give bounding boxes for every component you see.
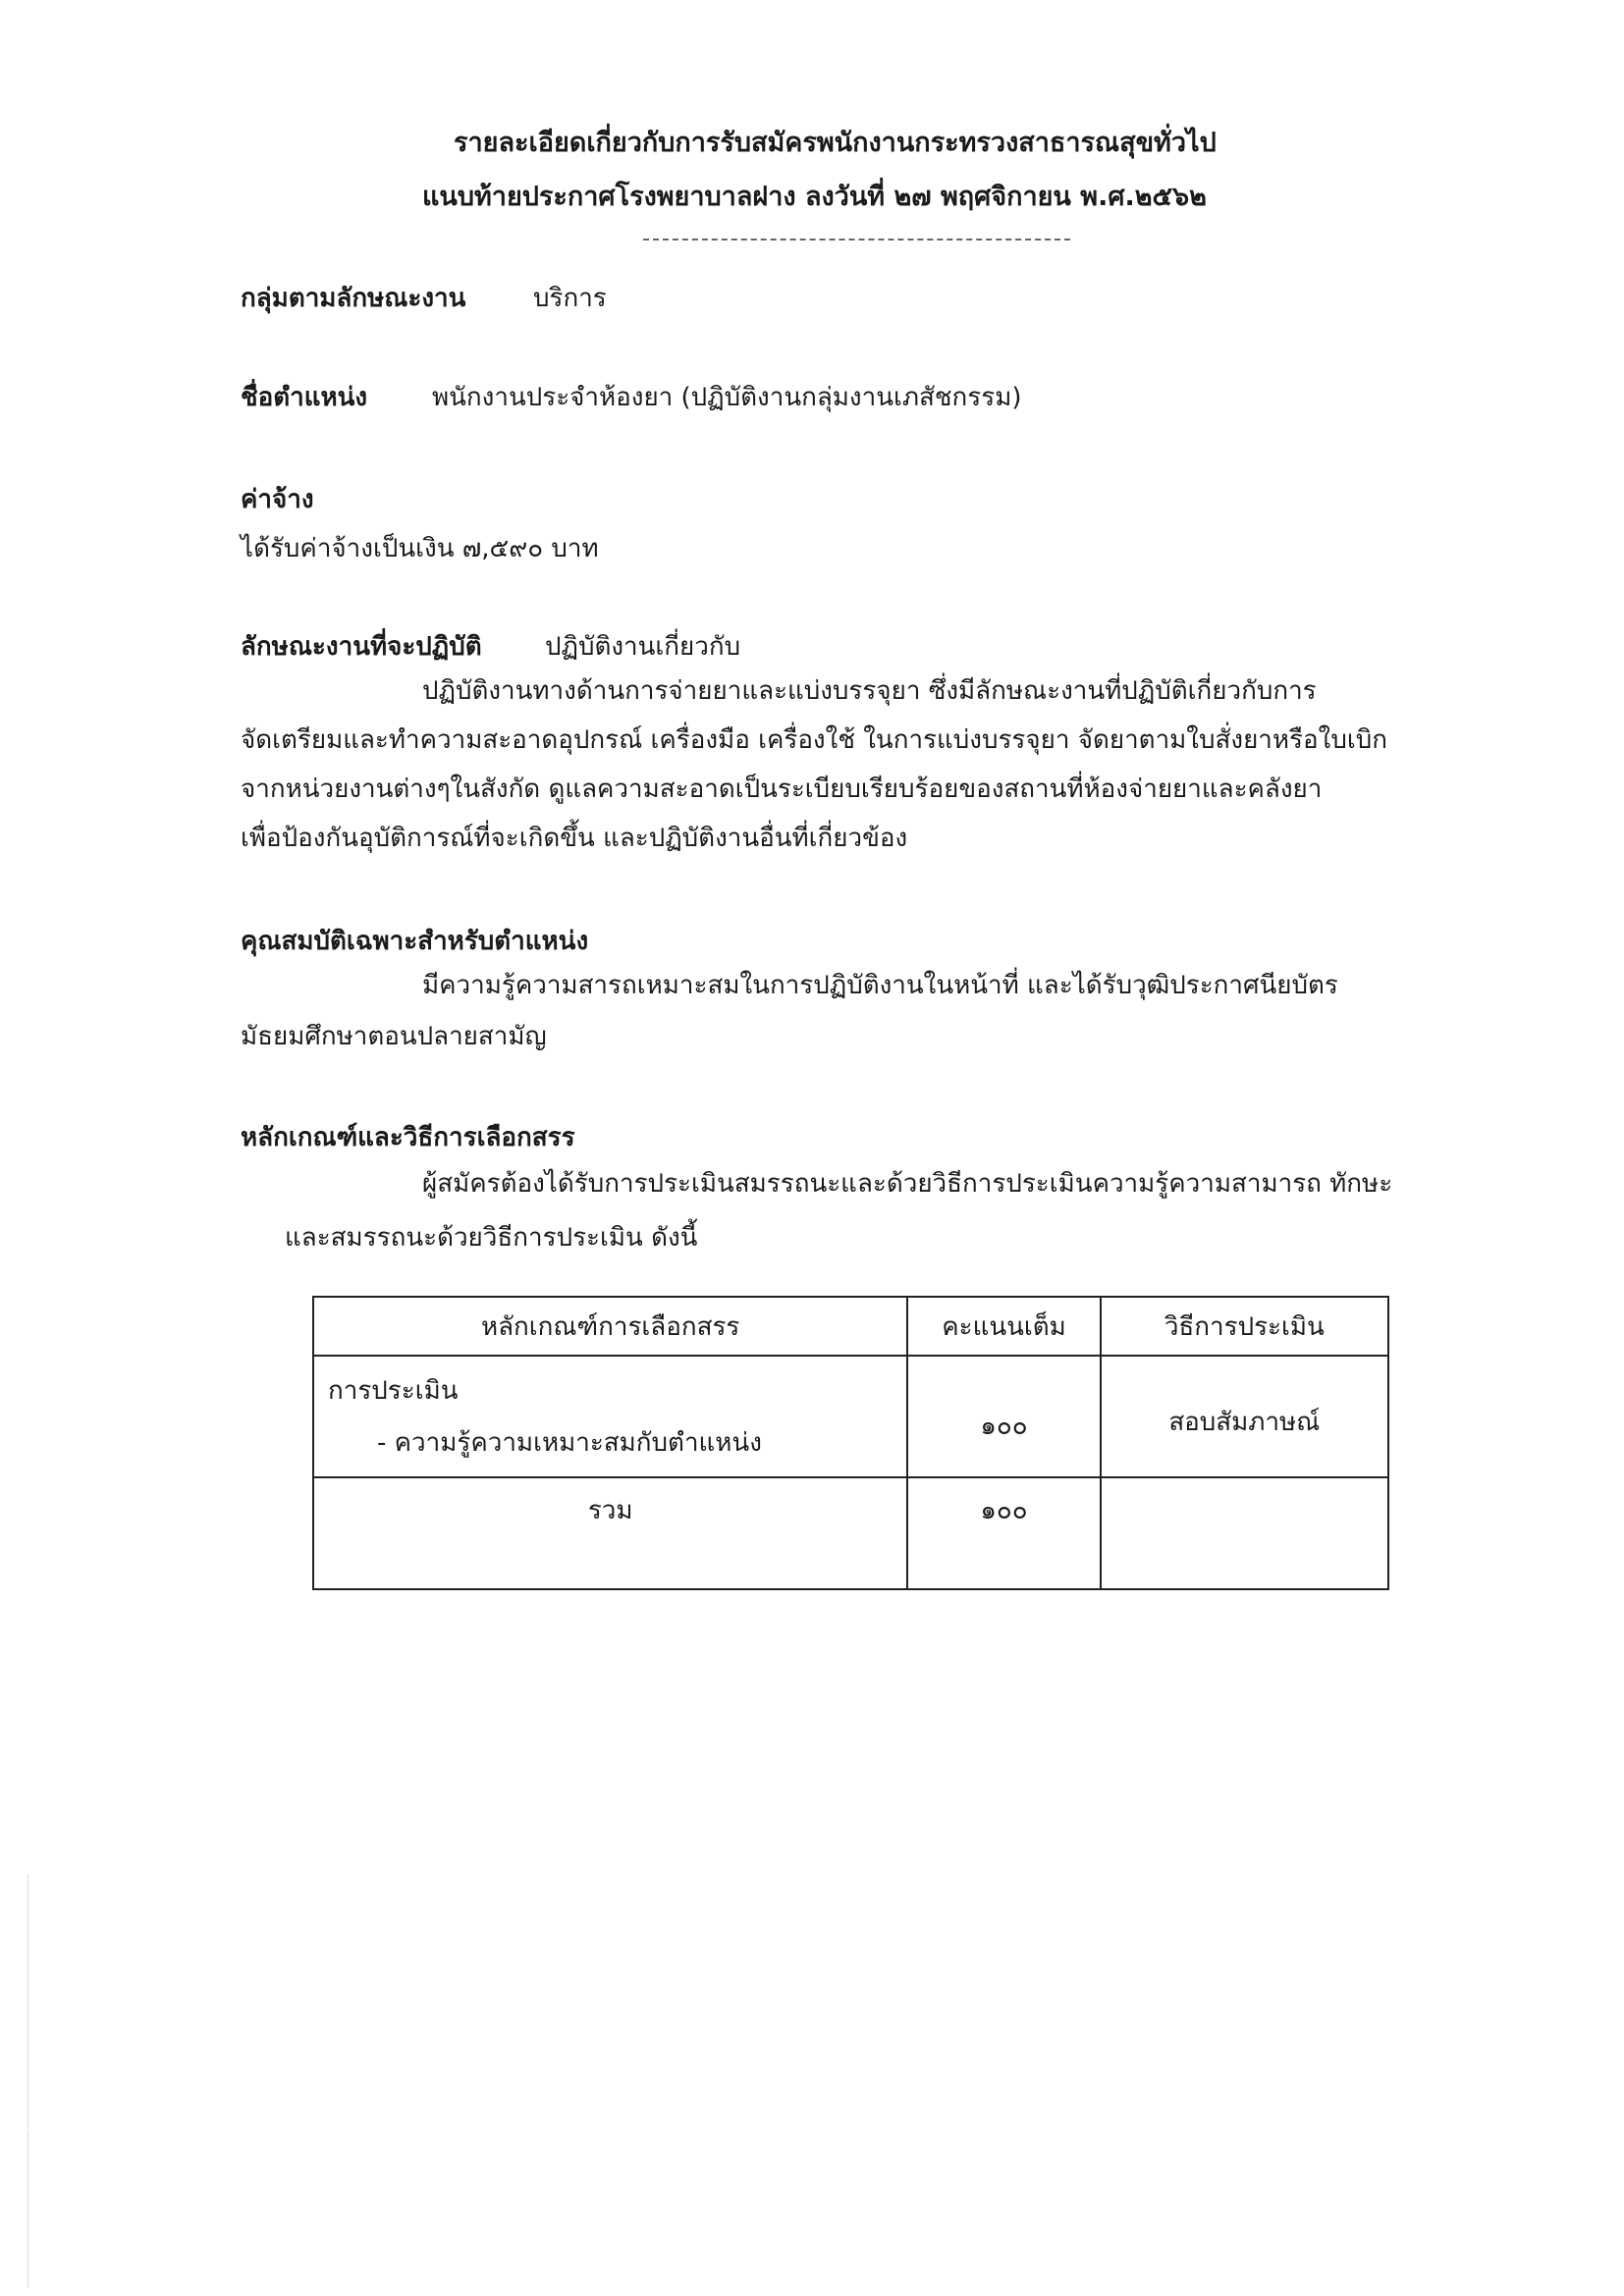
qualifications-line-2: มัธยมศึกษาตอนปลายสามัญ — [241, 1022, 547, 1051]
selection-line-2: และสมรรถนะด้วยวิธีการประเมิน ดังนี้ — [285, 1223, 698, 1253]
position-value: พนักงานประจำห้องยา (ปฏิบัติงานกลุ่มงานเภสัชกรรม) — [432, 383, 1022, 412]
table-row — [313, 1356, 1388, 1477]
duties-line-1: ปฏิบัติงานทางด้านการจ่ายยาและแบ่งบรรจุยา ซึ่งมีลักษณะงานที่ปฏิบัติเกี่ยวกับการ — [422, 676, 1317, 706]
method-cell: สอบสัมภาษณ์ — [1101, 1356, 1388, 1477]
total-label: รวม — [313, 1477, 907, 1589]
selection-line-1: ผู้สมัครต้องได้รับการประเมินสมรรถนะและด้วยวิธีการประเมินความรู้ความสามารถ ทักษะ — [422, 1169, 1393, 1199]
group-value: บริการ — [533, 284, 607, 313]
duties-label: ลักษณะงานที่จะปฏิบัติ — [241, 632, 482, 662]
position-label: ชื่อตำแหน่ง — [241, 383, 368, 412]
wage-value: ได้รับค่าจ้างเป็นเงิน ๗,๕๙๐ บาท — [241, 534, 599, 563]
qualifications-line-1: มีความรู้ความสารถเหมาะสมในการปฏิบัติงานในหน้าที่ และได้รับวุฒิประกาศนียบัตร — [422, 971, 1338, 1000]
criteria-cell — [313, 1356, 907, 1477]
header-full-score: คะแนนเต็ม — [907, 1297, 1100, 1356]
title-line-2: แนบท้ายประกาศโรงพยาบาลฝาง ลงวันที่ ๒๗ พฤศจิกายน พ.ศ.๒๕๖๒ — [422, 182, 1207, 212]
criteria-table — [312, 1296, 1389, 1590]
duties-line-3: จากหน่วยงานต่างๆในสังกัด ดูแลความสะอาดเป็นระเบียบเรียบร้อยของสถานที่ห้องจ่ายยาและคลังยา — [241, 774, 1323, 804]
qualifications-label: คุณสมบัติเฉพาะสำหรับตำแหน่ง — [241, 927, 589, 956]
total-score: ๑๐๐ — [907, 1477, 1100, 1589]
title-separator — [643, 239, 1070, 240]
total-row — [313, 1477, 1388, 1589]
header-criteria: หลักเกณฑ์การเลือกสรร — [313, 1297, 907, 1356]
wage-label: ค่าจ้าง — [241, 485, 314, 514]
category-label: การประเมิน — [328, 1376, 459, 1406]
duties-intro: ปฏิบัติงานเกี่ยวกับ — [545, 632, 741, 662]
group-label: กลุ่มตามลักษณะงาน — [241, 284, 466, 313]
table-header-row — [313, 1297, 1388, 1356]
selection-label: หลักเกณฑ์และวิธีการเลือกสรร — [241, 1123, 575, 1152]
title-line-1: รายละเอียดเกี่ยวกับการรับสมัครพนักงานกระทรวงสาธารณสุขทั่วไป — [454, 128, 1217, 158]
scan-edge-mark — [27, 1875, 28, 2287]
total-method-empty — [1101, 1477, 1388, 1589]
header-method: วิธีการประเมิน — [1101, 1297, 1388, 1356]
duties-line-4: เพื่อป้องกันอุบัติการณ์ที่จะเกิดขึ้น และปฏิบัติงานอื่นที่เกี่ยวข้อง — [241, 824, 908, 853]
score-cell: ๑๐๐ — [907, 1356, 1100, 1477]
duties-line-2: จัดเตรียมและทำความสะอาดอุปกรณ์ เครื่องมือ เครื่องใช้ ในการแบ่งบรรจุยา จัดยาตามใบสั่งยาหรือใบเบิก — [241, 725, 1387, 755]
criteria-item: - ความรู้ความเหมาะสมกับตำแหน่ง — [377, 1428, 762, 1458]
